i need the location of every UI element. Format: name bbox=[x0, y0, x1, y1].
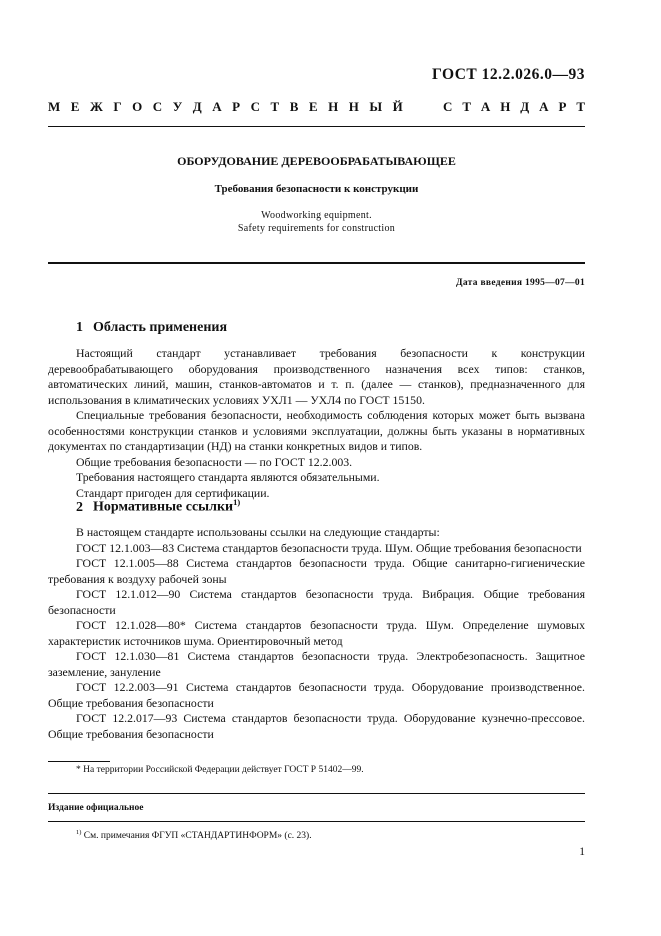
banner-word-interstate bbox=[48, 99, 403, 115]
banner-letter: У bbox=[172, 99, 183, 114]
banner-letter: С bbox=[443, 99, 453, 114]
banner-letter: Д bbox=[520, 99, 530, 114]
banner-letter: В bbox=[289, 99, 299, 114]
reference-entry: ГОСТ 12.1.028—80* Система стандартов безопасности труда. Шум. Определение шумовых характеристик источников шума. Ориентировочный метод bbox=[48, 618, 585, 648]
interstate-standard-banner bbox=[48, 99, 585, 115]
introduction-date: Дата введения 1995—07—01 bbox=[456, 278, 585, 288]
section-2-body bbox=[48, 525, 585, 742]
banner-letter: М bbox=[48, 99, 61, 114]
section-2-heading bbox=[76, 497, 240, 516]
reference-entry: ГОСТ 12.1.012—90 Система стандартов безопасности труда. Вибрация. Общие требования безопасности bbox=[48, 587, 585, 617]
banner-letter: Д bbox=[192, 99, 202, 114]
edition-rule bbox=[48, 793, 585, 794]
header-rule bbox=[48, 126, 585, 127]
banner-letter: О bbox=[132, 99, 143, 114]
document-title: ОБОРУДОВАНИЕ ДЕРЕВООБРАБАТЫВАЮЩЕЕ bbox=[177, 154, 456, 168]
banner-letter: Т bbox=[576, 99, 585, 114]
section-2-number: 2 bbox=[76, 499, 83, 515]
banner-letter: Ж bbox=[89, 99, 103, 114]
banner-letter: А bbox=[480, 99, 491, 114]
banner-word-standard bbox=[443, 99, 585, 115]
title-block-rule bbox=[48, 262, 585, 264]
banner-letter: Н bbox=[328, 99, 339, 114]
footnote-star: * На территории Российской Федерации действует ГОСТ Р 51402—99. bbox=[76, 765, 364, 775]
section-1-heading bbox=[76, 320, 227, 336]
reference-entry: ГОСТ 12.2.003—91 Система стандартов безопасности труда. Оборудование производственное. Общие требования безопасности bbox=[48, 680, 585, 710]
banner-letter: Н bbox=[348, 99, 359, 114]
reference-entry: ГОСТ 12.1.030—81 Система стандартов безопасности труда. Электробезопасность. Защитное заземление, зануление bbox=[48, 649, 585, 679]
section-1-number: 1 bbox=[76, 320, 83, 335]
section-1-paragraph: Настоящий стандарт устанавливает требования безопасности к конструкции деревообрабатывающего оборудования производственного назначения всех типов: станков, автоматических линий, машин, станков-автоматов и т. п. (далее — станков), предназначенного для использования в климатических условиях УХЛ1 — УХЛ4 по ГОСТ 15150. bbox=[48, 346, 585, 407]
page-number: 1 bbox=[579, 846, 585, 858]
footnote-reference-text: См. примечания ФГУП «СТАНДАРТИНФОРМ» (с. 23). bbox=[81, 831, 312, 842]
section-2-paragraph: В настоящем стандарте использованы ссылки на следующие стандарты: bbox=[76, 525, 440, 539]
reference-entry: ГОСТ 12.2.017—93 Система стандартов безопасности труда. Оборудование кузнечно-прессовое. Общие требования безопасности bbox=[48, 711, 585, 741]
banner-letter: Е bbox=[70, 99, 80, 114]
section-2-footnote-mark: 1) bbox=[233, 497, 241, 507]
section-1-paragraph: Требования настоящего стандарта являются обязательными. bbox=[76, 470, 380, 484]
banner-letter: Ы bbox=[369, 99, 383, 114]
reference-entry: ГОСТ 12.1.005—88 Система стандартов безопасности труда. Общие санитарно-гигиенические требования к воздуху рабочей зоны bbox=[48, 556, 585, 586]
english-title bbox=[48, 209, 585, 235]
english-title-line-2: Safety requirements for construction bbox=[237, 223, 396, 234]
banner-letter: Т bbox=[462, 99, 471, 114]
banner-letter: Т bbox=[270, 99, 280, 114]
banner-letter: С bbox=[250, 99, 260, 114]
section-1-paragraph: Специальные требования безопасности, необходимость соблюдения которых может быть вызвана особенностями конструкции станков и условиями эксплуатации, должны быть указаны в нормативных документах по стандартизации (НД) на станки конкретных видов и типов. bbox=[48, 408, 585, 453]
section-2-title: Нормативные ссылки bbox=[93, 499, 234, 515]
banner-letter: Р bbox=[232, 99, 241, 114]
section-1-title: Область применения bbox=[93, 320, 228, 335]
section-1-body bbox=[48, 346, 585, 501]
footnote-separator bbox=[48, 761, 110, 762]
edition-label: Издание официальное bbox=[48, 803, 144, 813]
banner-letter: С bbox=[152, 99, 163, 114]
document-subtitle: Требования безопасности к конструкции bbox=[214, 183, 419, 195]
banner-letter: Г bbox=[113, 99, 122, 114]
section-1-paragraph: Стандарт пригоден для сертификации. bbox=[76, 485, 270, 500]
reference-entry: ГОСТ 12.1.003—83 Система стандартов безопасности труда. Шум. Общие требования безопасности bbox=[76, 540, 582, 555]
banner-letter: Е bbox=[308, 99, 318, 114]
footnote-reference-mark: 1) bbox=[76, 829, 82, 836]
banner-letter: А bbox=[539, 99, 549, 114]
section-1-paragraph: Общие требования безопасности — по ГОСТ 12.2.003. bbox=[76, 454, 353, 469]
english-title-line-1: Woodworking equipment. bbox=[261, 210, 372, 221]
standard-code: ГОСТ 12.2.026.0—93 bbox=[431, 66, 585, 83]
banner-letter: Н bbox=[500, 99, 511, 114]
banner-letter: А bbox=[212, 99, 222, 114]
footnote-reference bbox=[76, 829, 312, 841]
banner-letter: Р bbox=[558, 99, 567, 114]
edition-bottom-rule bbox=[48, 821, 585, 822]
banner-letter: Й bbox=[392, 99, 403, 114]
